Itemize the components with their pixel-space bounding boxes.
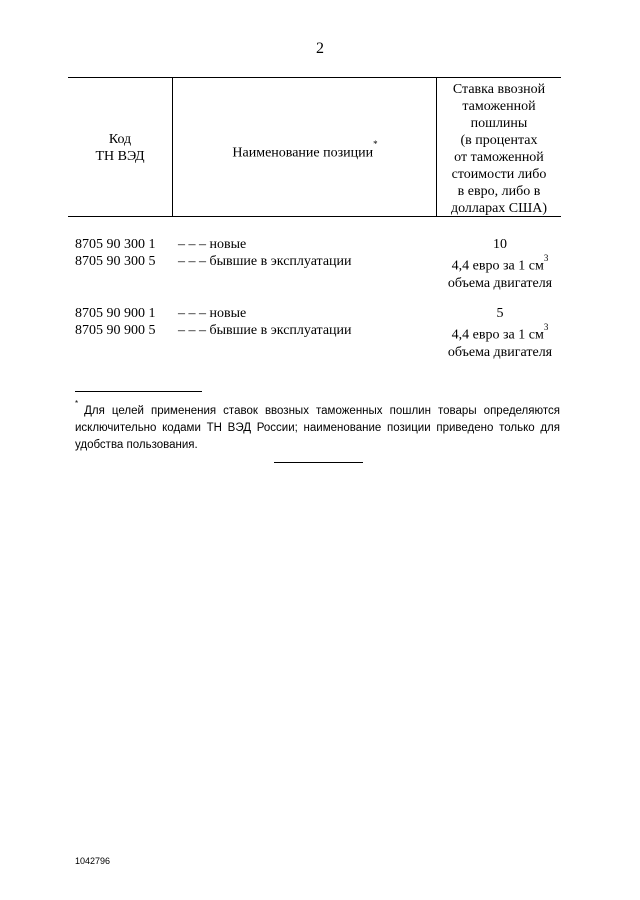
header-code-line2: ТН ВЭД (95, 149, 145, 164)
row-rate: 5 (496, 306, 504, 321)
header-rate-line: (в процентах (460, 133, 538, 148)
row-rate-line2: объема двигателя (447, 275, 553, 291)
row-rate: 10 (493, 237, 507, 252)
row-name: – – – бывшие в эксплуатации (178, 323, 352, 338)
header-rate-line: долларах США) (450, 201, 548, 216)
document-id: 1042796 (75, 856, 111, 866)
row-name: – – – новые (178, 237, 247, 252)
header-name-label: Наименование позиции (232, 145, 374, 161)
row-code: 8705 90 300 1 (75, 237, 156, 252)
row-name: – – – новые (178, 306, 247, 321)
header-name (174, 140, 436, 162)
header-code-line1: Код (108, 132, 132, 147)
header-name-footnote-mark: * (373, 139, 378, 149)
header-rate-line: стоимости либо (451, 167, 547, 182)
footnote-text: Для целей применения ставок ввозных таможенных пошлин товары определяются исключительно кодами ТН ВЭД России; наименование позиции приведено только для удобства пользования. (75, 404, 560, 451)
footnote-mark: * (75, 399, 79, 408)
footnote-separator (75, 391, 202, 392)
row-rate-line1 (440, 322, 560, 344)
header-rate-line: от таможенной (454, 150, 544, 165)
row-rate-main: 4,4 евро за 1 см (451, 258, 544, 274)
header-rate-line: пошлины (470, 116, 528, 131)
row-rate-line2: объема двигателя (447, 344, 553, 360)
footnote (75, 398, 560, 454)
row-rate-line1 (440, 253, 560, 275)
row-rate-main: 4,4 евро за 1 см (451, 327, 544, 343)
row-rate-superscript: 3 (543, 253, 549, 263)
header-code (68, 131, 172, 165)
table-top-rule (68, 77, 561, 78)
page-number: 2 (316, 40, 324, 57)
header-rate (438, 81, 560, 217)
header-rate-line: в евро, либо в (457, 184, 541, 199)
row-rate (440, 253, 560, 292)
row-rate (440, 322, 560, 361)
column-divider-2 (436, 77, 437, 216)
row-code: 8705 90 900 1 (75, 306, 156, 321)
header-rate-line: Ставка ввозной (452, 82, 546, 97)
column-divider-1 (172, 77, 173, 216)
row-code: 8705 90 300 5 (75, 254, 156, 269)
row-code: 8705 90 900 5 (75, 323, 156, 338)
end-of-text-line (274, 462, 363, 463)
row-rate-superscript: 3 (543, 322, 549, 332)
header-rate-line: таможенной (462, 99, 536, 114)
row-name: – – – бывшие в эксплуатации (178, 254, 352, 269)
